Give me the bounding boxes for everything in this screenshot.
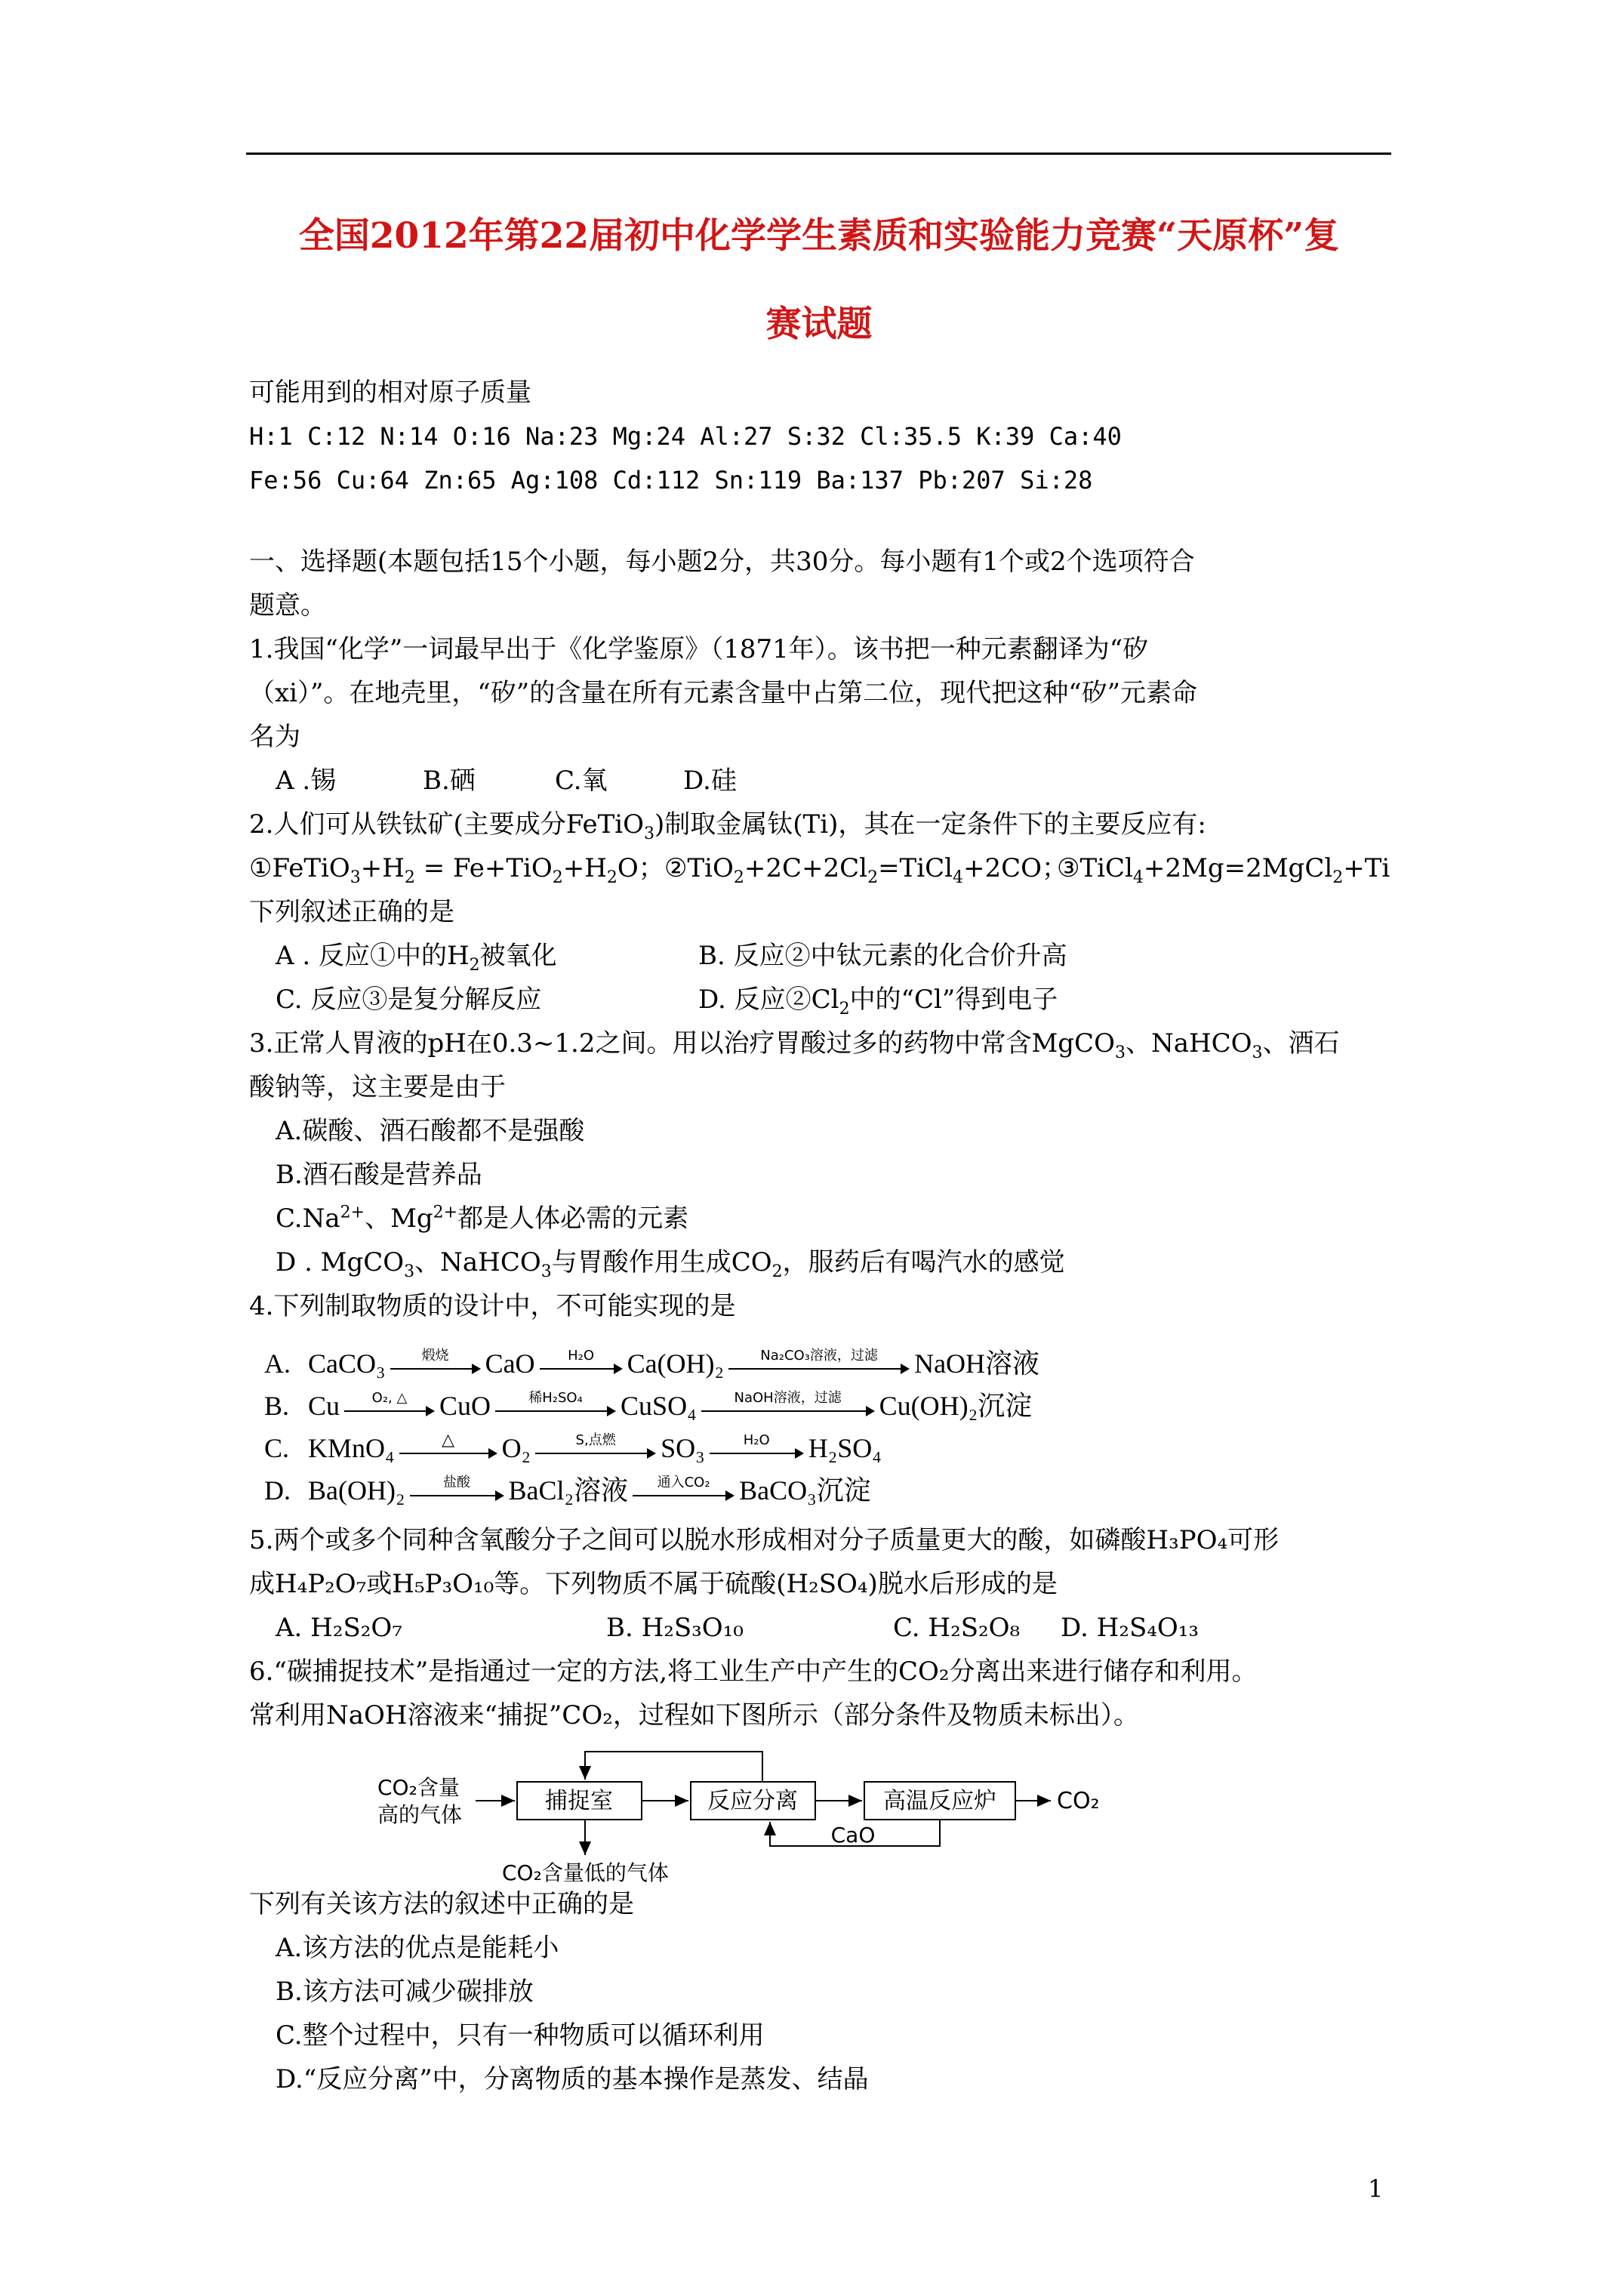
option-c: $C.Na^{2+}$、$Mg^{2+}$都是人体必需的元素 (276, 1203, 689, 1234)
flow-bottom-label: CO₂含量低的气体 (502, 1860, 669, 1884)
reaction-b: B. Cu O₂, △ CuO 稀H₂SO₄ CuSO₄ NaOH溶液，过滤 Cu(OH)₂沉淀 (264, 1389, 1033, 1421)
atomic-mass-row: Fe:56 Cu:64 Zn:65 Ag:108 Cd:112 Sn:119 Ba:137 Pb:207 Si:28 (249, 466, 1093, 495)
question-3: 3.正常人胃液的pH在0.3~1.2之间。用以治疗胃酸过多的药物中常含MgCO$_3$、NaHCO$_3$、酒石 (249, 1028, 1340, 1062)
question-3-cont: 酸钠等，这主要是由于 (249, 1072, 506, 1102)
flow-input-label: 高的气体 (377, 1802, 463, 1827)
page-number: 1 (1368, 2174, 1384, 2203)
reaction-a: A. CaCO₃ 煅烧 CaO H₂O Ca(OH)₂ Na₂CO₃溶液，过滤 NaOH溶液 (264, 1347, 1040, 1379)
flow-output-label: CO₂ (1057, 1788, 1100, 1814)
option-a: A.该方法的优点是能耗小 (276, 1933, 559, 1963)
question-2-options-cd (276, 983, 1058, 1019)
question-6-cont: 常利用NaOH溶液来“捕捉”CO₂，过程如下图所示（部分条件及物质未标出）。 (249, 1700, 1139, 1730)
question-2: 2.人们可从铁钛矿(主要成分FeTiO$_3$)制取金属钛(Ti)，其在一定条件下的主要反应有: (249, 809, 1206, 843)
question-2-options-ab (276, 939, 1067, 975)
flow-recycle-label: CaO (830, 1823, 876, 1848)
question-2-reactions: $①FeTiO_3+H_2 = Fe+TiO_2+H_2O$；$②TiO_2+2C+2Cl_2=TiCl_4+2CO$；③TiCl$_4$+2Mg=2MgCl$_2$+Ti (249, 853, 1390, 887)
option-b: B. H₂S₃O₁₀ (606, 1613, 744, 1643)
carbon-capture-flow-diagram (370, 1740, 1125, 1884)
atomic-mass-row: H:1 C:12 N:14 O:16 Na:23 Mg:24 Al:27 S:32 Cl:35.5 K:39 Ca:40 (249, 422, 1122, 451)
option-c: C.氧 (555, 766, 608, 796)
question-1-cont: 名为 (249, 722, 300, 752)
option-b: B.该方法可减少碳排放 (276, 1977, 534, 2007)
section-heading: 一、选择题(本题包括15个小题，每小题2分，共30分。每小题有1个或2个选项符合 (249, 547, 1195, 577)
question-1-cont: （xi）”。在地壳里，“矽”的含量在所有元素含量中占第二位，现代把这种“矽”元素命 (249, 678, 1197, 708)
atomic-mass-heading: 可能用到的相对原子质量 (249, 378, 531, 408)
question-6-cont: 下列有关该方法的叙述中正确的是 (249, 1889, 634, 1919)
question-1-options (276, 764, 737, 797)
section-heading-cont: 题意。 (249, 590, 326, 621)
question-6: 6.“碳捕捉技术”是指通过一定的方法,将工业生产中产生的CO₂分离出来进行储存和利用。 (249, 1657, 1258, 1687)
option-b: B. 反应②中钛元素的化合价升高 (698, 941, 1067, 971)
option-b: B.硒 (423, 766, 476, 796)
option-d: D. H₂S₄O₁₃ (1061, 1613, 1199, 1643)
flow-box-separation-label: 反应分离 (707, 1788, 798, 1814)
option-a: A .锡 (276, 766, 337, 796)
option-a: A. H₂S₂O₇ (276, 1613, 402, 1643)
option-b: B.酒石酸是营养品 (276, 1160, 482, 1190)
option-c: C. 反应③是复分解反应 (276, 985, 542, 1015)
option-d: D. 反应$②Cl_2$中的“Cl”得到电子 (698, 985, 1058, 1019)
option-d: D.硅 (683, 766, 737, 796)
option-d: D.“反应分离”中，分离物质的基本操作是蒸发、结晶 (276, 2064, 869, 2094)
question-2-cont: 下列叙述正确的是 (249, 897, 454, 927)
option-a: A.碳酸、酒石酸都不是强酸 (276, 1116, 585, 1146)
page-title-line2: 赛试题 (765, 304, 873, 345)
header-rule (246, 153, 1391, 155)
flow-box-furnace-label: 高温反应炉 (883, 1788, 996, 1814)
question-5: 5.两个或多个同种含氧酸分子之间可以脱水形成相对分子质量更大的酸，如磷酸H₃PO₄可形 (249, 1525, 1280, 1555)
option-a: A . 反应①中的$H_2$被氧化 (276, 941, 557, 975)
option-c: C. H₂S₂O₈ (893, 1613, 1021, 1643)
question-5-options (276, 1611, 1199, 1644)
option-d: D . MgCO$_3$、NaHCO$_3$与胃酸作用生成$CO_2$，服药后有喝汽水的感觉 (276, 1247, 1065, 1281)
reaction-d: D. Ba(OH)₂ 盐酸 BaCl₂溶液 通入CO₂ BaCO₃沉淀 (264, 1474, 871, 1505)
option-c: C.整个过程中，只有一种物质可以循环利用 (276, 2020, 765, 2051)
page-title: 全国2012年第22届初中化学学生素质和实验能力竞赛“天原杯”复 (298, 215, 1340, 257)
question-4: 4.下列制取物质的设计中，不可能实现的是 (249, 1291, 736, 1321)
question-5-cont: 成H₄P₂O₇或H₅P₃O₁₀等。下列物质不属于硫酸(H₂SO₄)脱水后形成的是 (249, 1569, 1058, 1599)
question-1: 1.我国“化学”一词最早出于《化学鉴原》（1871年）。该书把一种元素翻译为“矽 (249, 634, 1149, 664)
flow-box-capture-label: 捕捉室 (545, 1788, 613, 1814)
flow-input-label: CO₂含量 (377, 1775, 460, 1800)
reaction-c: C. KMnO₄ △ O₂ S,点燃 SO₃ H₂O H₂SO₄ (264, 1430, 882, 1463)
